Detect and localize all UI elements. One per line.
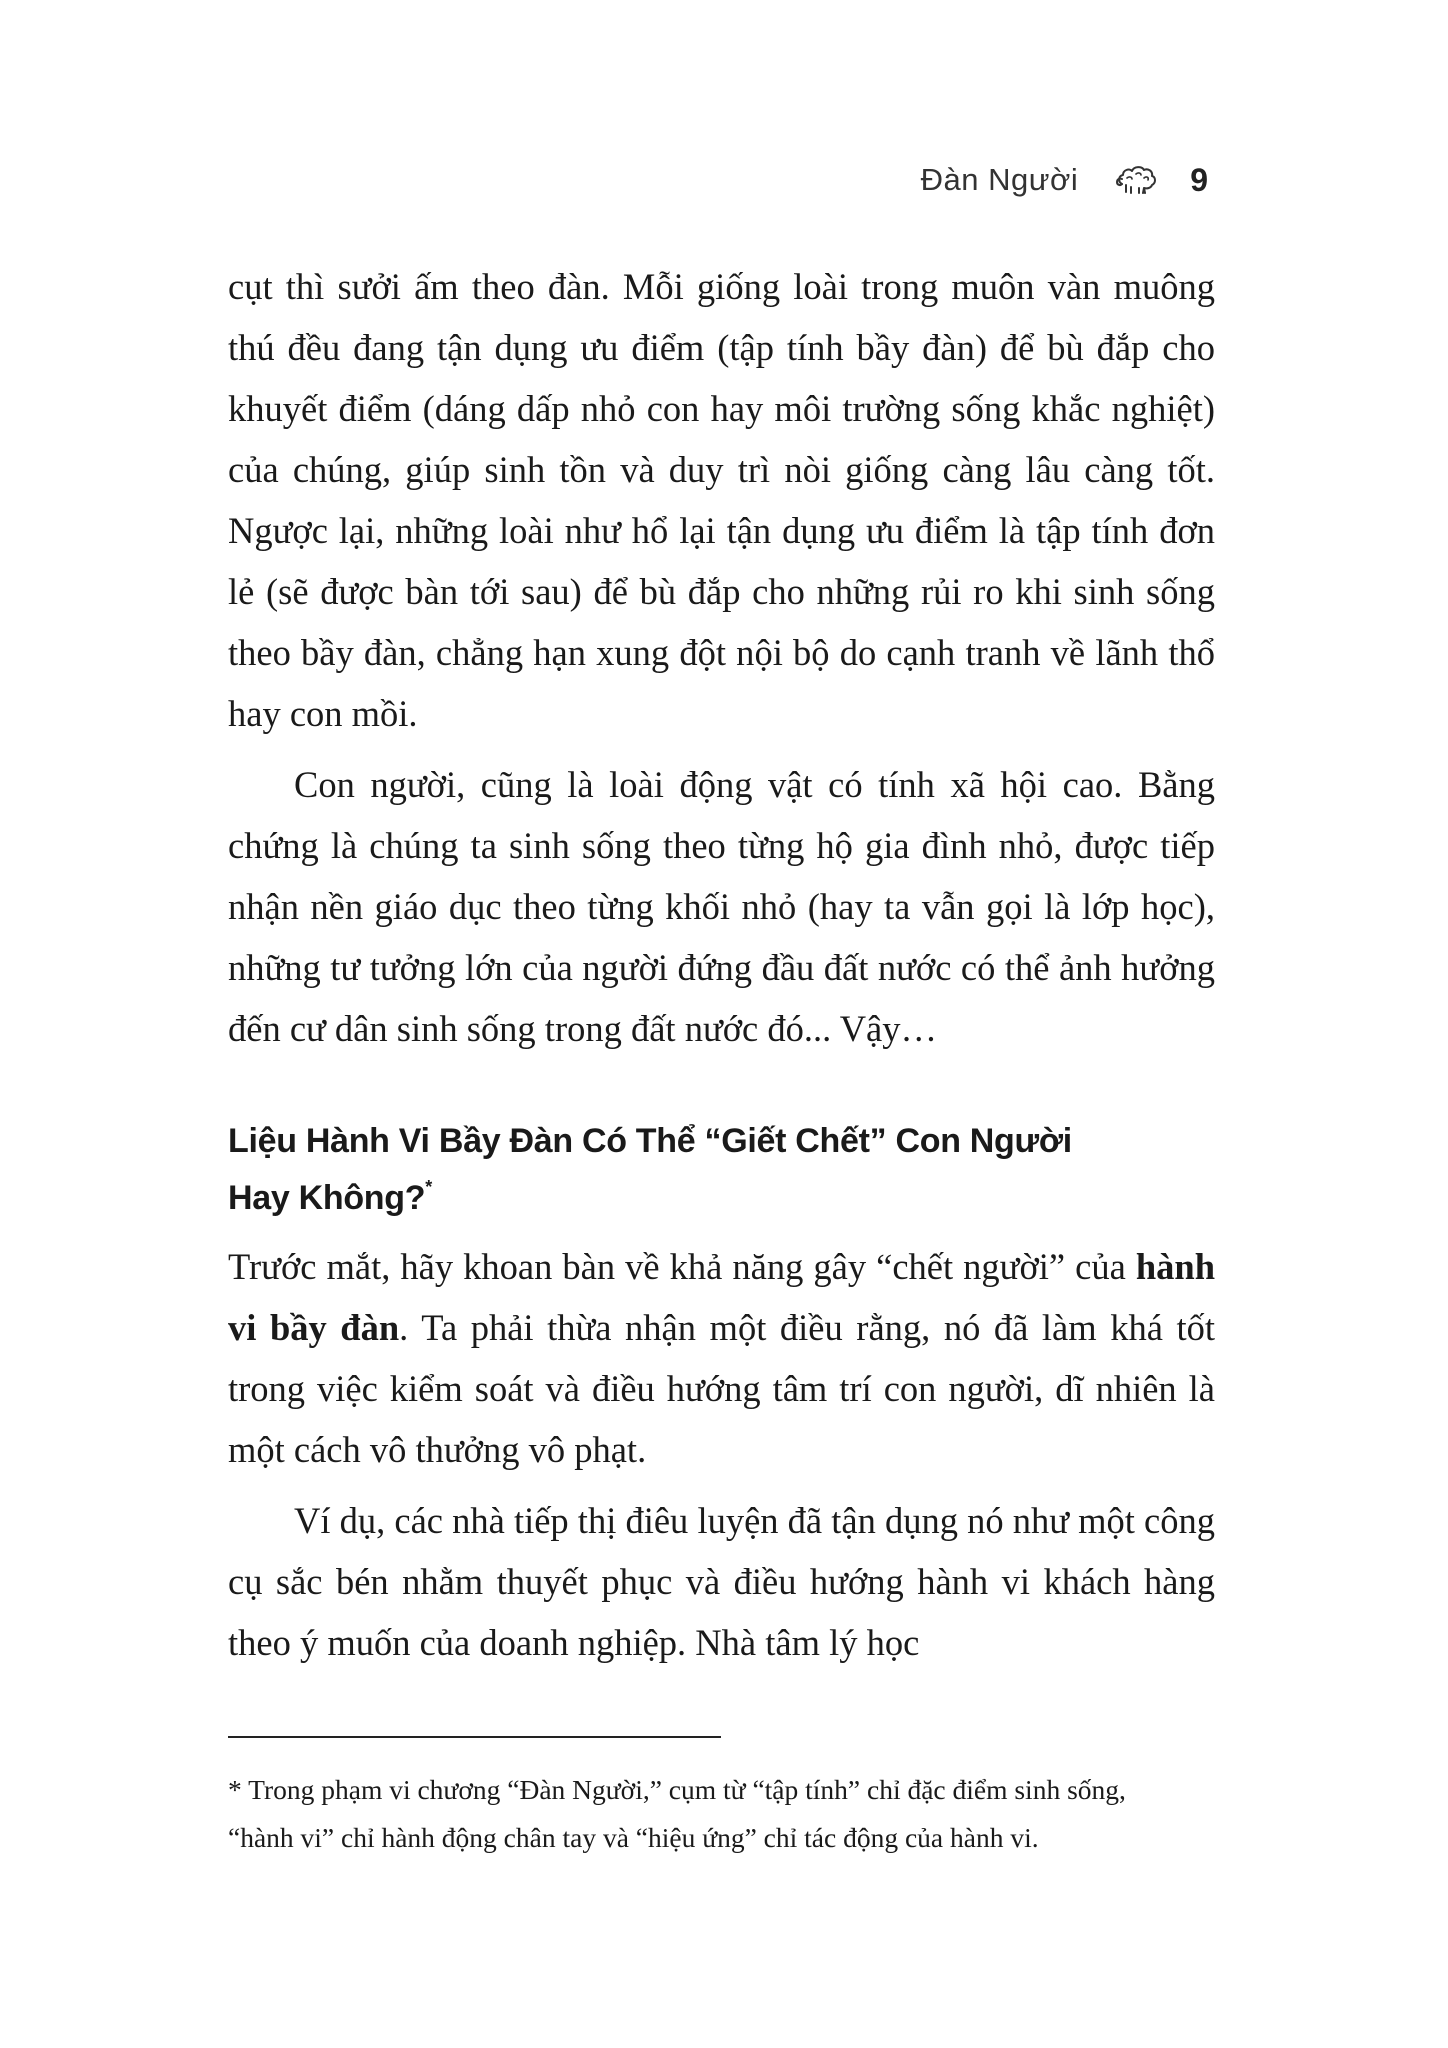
footnote-line: “hành vi” chỉ hành động chân tay và “hiệu ứng” chỉ tác động của hành vi. [228,1822,1039,1853]
running-header [921,160,1208,200]
section-heading-line-1: Liệu Hành Vi Bầy Đàn Có Thể “Giết Chết” Con Người [228,1122,1072,1160]
main-text [228,256,1215,1673]
bold-term: hành vi bầy đàn [228,1246,1215,1348]
running-title: Đàn Người [920,162,1079,197]
section-heading [228,1113,1215,1227]
body-paragraph: cụt thì sưởi ấm theo đàn. Mỗi giống loài trong muôn vàn muông thú đều đang tận dụng ưu điểm (tập tính bầy đàn) để bù đắp cho khuyết điểm (dáng dấp nhỏ con hay môi trường sống khắc nghiệt) của chúng, giúp sinh tồn và duy trì nòi giống càng lâu càng tốt. Ngược lại, những loài như hổ lại tận dụng ưu điểm là tập tính đơn lẻ (sẽ được bàn tới sau) để bù đắp cho những rủi ro khi sinh sống theo bầy đàn, chẳng hạn xung đột nội bộ do cạnh tranh về lãnh thổ hay con mồi. [228,266,1215,734]
page-number: 9 [1190,161,1208,198]
body-paragraph: Ví dụ, các nhà tiếp thị điêu luyện đã tận dụng nó như một công cụ sắc bén nhằm thuyết phục và điều hướng hành vi khách hàng theo ý muốn của doanh nghiệp. Nhà tâm lý học [228,1500,1215,1663]
footnote-divider [228,1736,721,1738]
body-paragraph: Con người, cũng là loài động vật có tính xã hội cao. Bằng chứng là chúng ta sinh sống theo từng hộ gia đình nhỏ, được tiếp nhận nền giáo dục theo từng khối nhỏ (hay ta vẫn gọi là lớp học), những tư tưởng lớn của người đứng đầu đất nước có thể ảnh hưởng đến cư dân sinh sống trong đất nước đó... Vậy… [228,764,1215,1049]
section-heading-line-2: Hay Không? [228,1179,426,1217]
sheep-icon [1114,160,1160,200]
footnote-line: * Trong phạm vi chương “Đàn Người,” cụm từ “tập tính” chỉ đặc điểm sinh sống, [228,1774,1126,1805]
paragraph-text: Trước mắt, hãy khoan bàn về khả năng gây “chết người” của [228,1246,1136,1287]
paragraph-text: . Ta phải thừa nhận một điều rằng, nó đã làm khá tốt trong việc kiểm soát và điều hướng tâm trí con người, dĩ nhiên là một cách vô thưởng vô phạt. [228,1307,1215,1470]
footnote-marker: * [425,1177,432,1197]
body-paragraph [228,1236,1215,1480]
footnote [228,1766,1218,1862]
